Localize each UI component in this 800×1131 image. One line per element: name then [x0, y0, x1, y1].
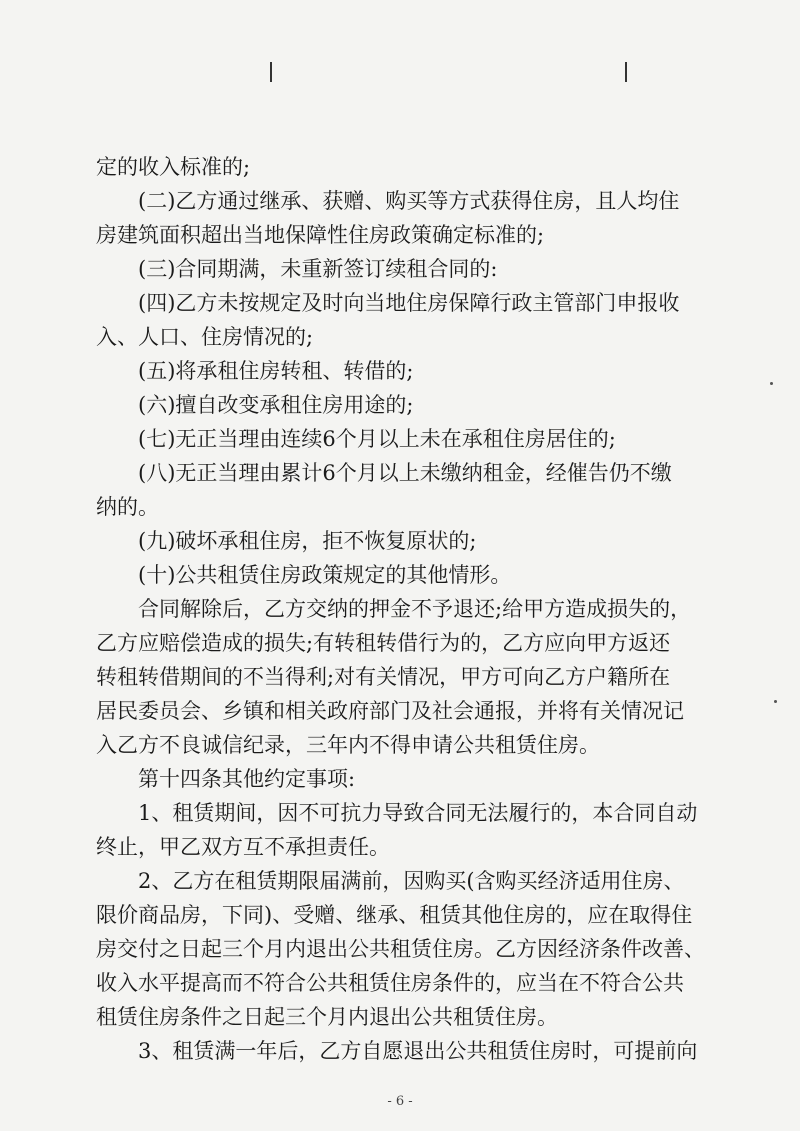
scan-speck	[774, 700, 777, 703]
scan-speck	[770, 382, 773, 385]
binding-mark-right	[625, 62, 627, 82]
document-body	[96, 150, 706, 1068]
text-line: (七)无正当理由连续6个月以上未在承租住房居住的;	[138, 427, 616, 451]
text-line: 终止，甲乙双方互不承担责任。	[96, 835, 390, 859]
text-line: (九)破坏承租住房，拒不恢复原状的;	[138, 529, 477, 553]
text-line: 入、人口、住房情况的;	[96, 325, 314, 349]
text-line: 转租转借期间的不当得利;对有关情况，甲方可向乙方户籍所在	[96, 665, 671, 689]
text-line: 纳的。	[96, 495, 159, 519]
text-line: 乙方应赔偿造成的损失;有转租转借行为的，乙方应向甲方返还	[96, 631, 671, 655]
text-line: 第十四条其他约定事项:	[138, 767, 356, 791]
text-line: (五)将承租住房转租、转借的;	[138, 359, 414, 383]
text-line: (八)无正当理由累计6个月以上未缴纳租金，经催告仍不缴	[138, 461, 672, 485]
text-line: 2、乙方在租赁期限届满前，因购买(含购买经济适用住房、	[138, 869, 685, 893]
text-line: (三)合同期满，未重新签订续租合同的:	[138, 257, 498, 281]
text-line: 租赁住房条件之日起三个月内退出公共租赁住房。	[96, 1005, 558, 1029]
text-line: 限价商品房，下同)、受赠、继承、租赁其他住房的，应在取得住	[96, 903, 693, 927]
text-line: 3、租赁满一年后，乙方自愿退出公共租赁住房时，可提前向	[138, 1039, 698, 1063]
text-line: (十)公共租赁住房政策规定的其他情形。	[138, 563, 512, 587]
text-line: (四)乙方未按规定及时向当地住房保障行政主管部门申报收	[138, 291, 680, 315]
text-line: 房交付之日起三个月内退出公共租赁住房。乙方因经济条件改善、	[96, 937, 705, 961]
text-line: 合同解除后，乙方交纳的押金不予退还;给甲方造成损失的，	[138, 597, 692, 621]
text-line: 定的收入标准的;	[96, 155, 251, 179]
text-line: 入乙方不良诚信纪录，三年内不得申请公共租赁住房。	[96, 733, 600, 757]
text-line: 1、租赁期间，因不可抗力导致合同无法履行的，本合同自动	[138, 801, 698, 825]
text-line: 居民委员会、乡镇和相关政府部门及社会通报，并将有关情况记	[96, 699, 684, 723]
text-line: (二)乙方通过继承、获赠、购买等方式获得住房，且人均住	[138, 189, 680, 213]
text-line: 房建筑面积超出当地保障性住房政策确定标准的;	[96, 223, 545, 247]
text-line: 收入水平提高而不符合公共租赁住房条件的，应当在不符合公共	[96, 971, 684, 995]
text-line: (六)擅自改变承租住房用途的;	[138, 393, 414, 417]
binding-mark-left	[270, 62, 272, 82]
page-number: - 6 -	[387, 1094, 413, 1109]
